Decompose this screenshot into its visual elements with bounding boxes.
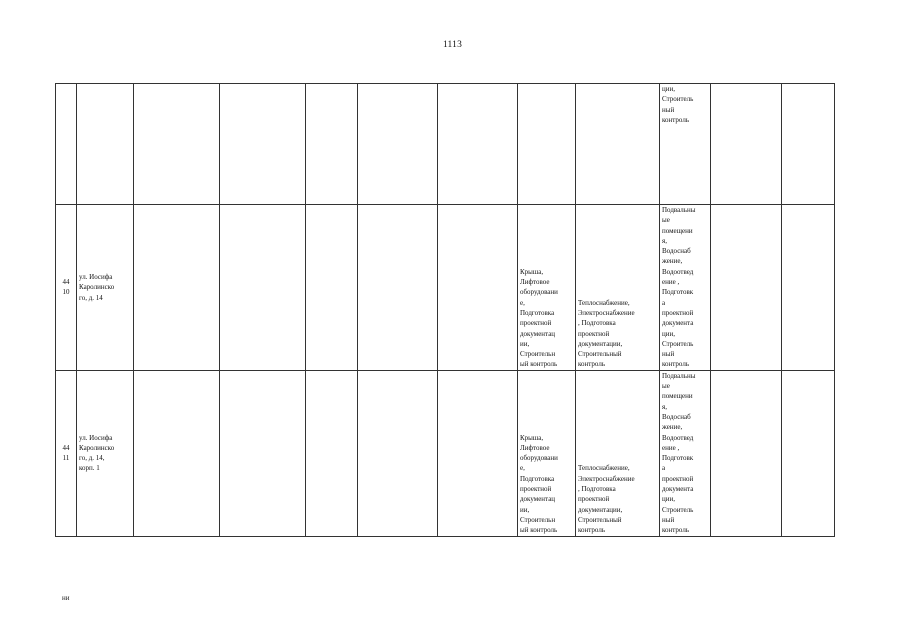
work-types-cell-c: Подвальны ые помещени я, Водоснаб жение, Водоотвед ение , Подготовк а проектной документа ции, Строитель ный контроль	[660, 370, 711, 536]
page-number: 1113	[442, 40, 463, 50]
work-types-cell-b	[576, 84, 660, 205]
row-number-cell	[56, 84, 77, 205]
empty-cell	[220, 84, 306, 205]
empty-cell	[358, 205, 438, 371]
work-types-cell-a: Крыша, Лифтовое оборудовани е, Подготовка проектной документац ии, Строительн ый контроль	[518, 370, 576, 536]
work-types-cell-b: Теплоснабжение, Электроснабжение , Подготовка проектной документации, Строительный контроль	[576, 205, 660, 371]
empty-cell	[220, 205, 306, 371]
work-types-cell-a: Крыша, Лифтовое оборудовани е, Подготовка проектной документац ии, Строительн ый контроль	[518, 205, 576, 371]
empty-cell	[711, 370, 782, 536]
empty-cell	[438, 370, 518, 536]
work-types-cell-a	[518, 84, 576, 205]
work-types-cell-b: Теплоснабжение, Электроснабжение , Подготовка проектной документации, Строительный контроль	[576, 370, 660, 536]
empty-cell	[134, 205, 220, 371]
address-cell: ул. Иосифа Каролинско го, д. 14, корп. 1	[77, 370, 134, 536]
empty-cell	[438, 205, 518, 371]
empty-cell	[306, 84, 358, 205]
empty-cell	[711, 205, 782, 371]
row-number-cell: 44 10	[56, 205, 77, 371]
empty-cell	[358, 84, 438, 205]
empty-cell	[782, 205, 835, 371]
empty-cell	[782, 370, 835, 536]
empty-cell	[782, 84, 835, 205]
address-cell	[77, 84, 134, 205]
empty-cell	[134, 370, 220, 536]
footer-mark: ни	[62, 594, 70, 602]
work-types-cell-c: Подвальны ые помещени я, Водоснаб жение, Водоотвед ение , Подготовк а проектной документа ции, Строитель ный контроль	[660, 205, 711, 371]
empty-cell	[711, 84, 782, 205]
work-types-cell-c: ции, Строитель ный контроль	[660, 84, 711, 205]
empty-cell	[358, 370, 438, 536]
empty-cell	[438, 84, 518, 205]
empty-cell	[134, 84, 220, 205]
table-row	[56, 205, 835, 371]
empty-cell	[220, 370, 306, 536]
empty-cell	[306, 370, 358, 536]
empty-cell	[306, 205, 358, 371]
address-cell: ул. Иосифа Каролинско го, д. 14	[77, 205, 134, 371]
row-number-cell: 44 11	[56, 370, 77, 536]
works-table	[55, 83, 835, 537]
table-row	[56, 84, 835, 205]
table-row	[56, 370, 835, 536]
